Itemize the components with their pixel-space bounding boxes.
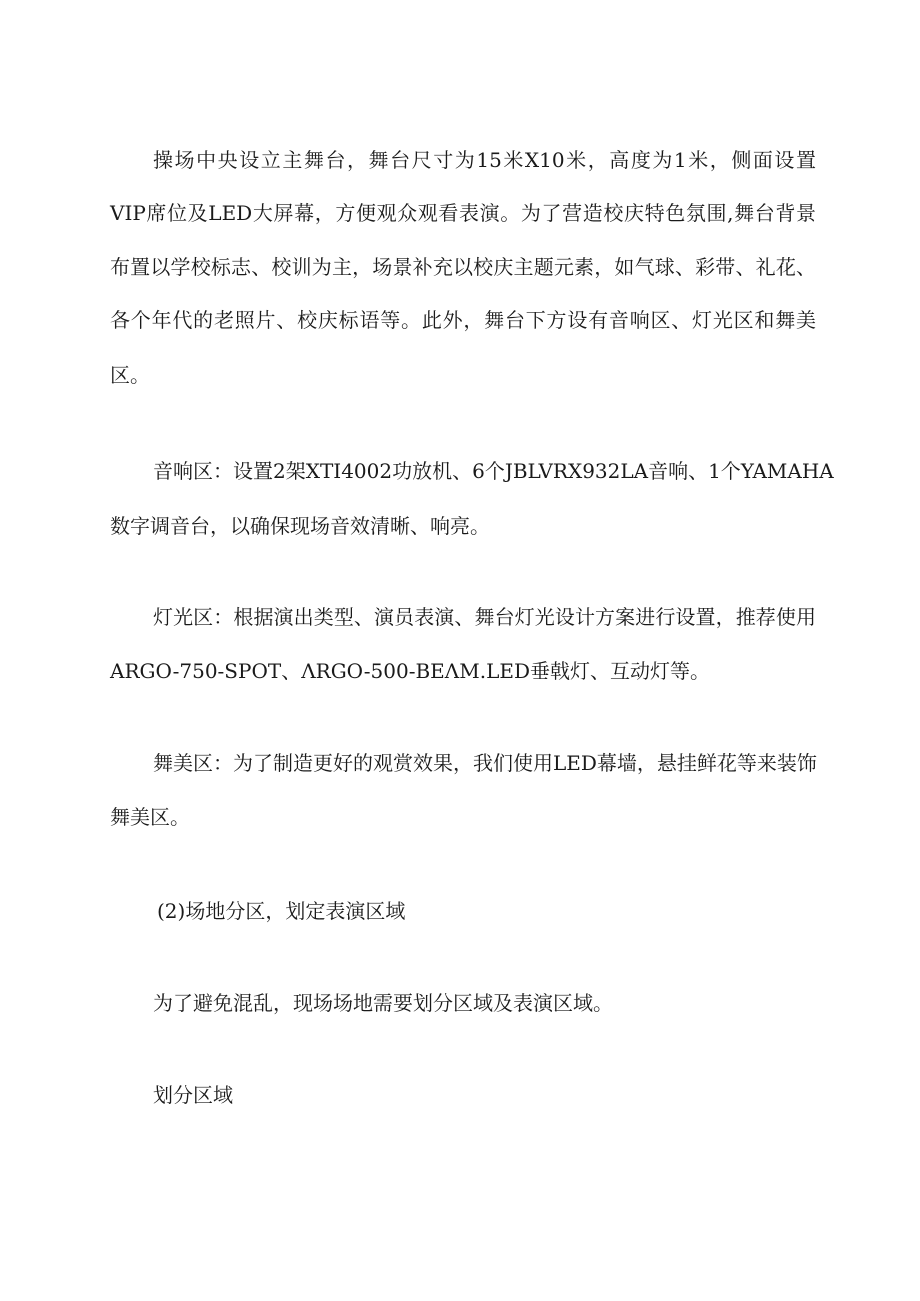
text-line: 各个年代的老照片、校庆标语等。此外，舞台下方设有音响区、灯光区和舞美: [110, 308, 816, 332]
text-line: ARGO-750-SPOT、ΛRGO-500-BEΛM.LED垂戟灯、互动灯等。: [110, 659, 710, 683]
text-line: 数字调音台，以确保现场音效清晰、响亮。: [110, 514, 490, 538]
text-line: 舞美区：为了制造更好的观赏效果，我们使用LED幕墙，悬挂鲜花等来装饰: [153, 751, 817, 775]
text-line: VIP席位及LED大屏幕，方便观众观看表演。为了营造校庆特色氛围,舞台背景: [110, 201, 816, 225]
text-line: 区。: [110, 363, 150, 387]
text-line: 操场中央设立主舞台，舞台尺寸为15米X10米，高度为1米，侧面设置: [153, 148, 816, 172]
subheading: 划分区域: [153, 1083, 233, 1107]
text-line: 布置以学校标志、校训为主，场景补充以校庆主题元素，如气球、彩带、礼花、: [110, 255, 816, 279]
text-line: 舞美区。: [110, 805, 190, 829]
section-intro: 为了避免混乱，现场场地需要划分区域及表演区域。: [153, 991, 613, 1015]
text-line: 灯光区：根据演出类型、演员表演、舞台灯光设计方案进行设置，推荐使用: [153, 605, 816, 629]
text-line: 音响区：设置2架XTI4002功放机、6个JBLVRX932LA音响、1个YAMAHA: [153, 459, 834, 483]
section-heading: (2)场地分区，划定表演区域: [157, 899, 406, 923]
